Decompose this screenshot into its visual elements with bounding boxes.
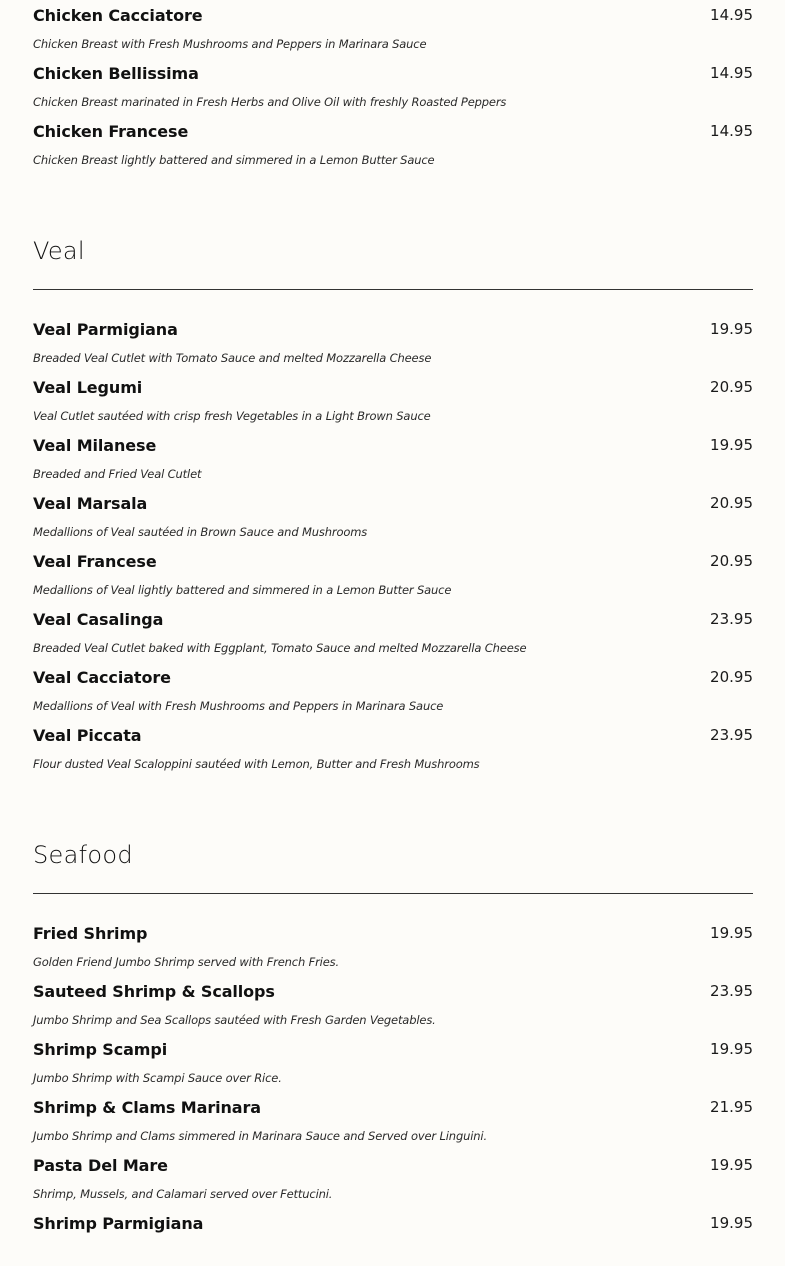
menu-item — [33, 488, 753, 546]
section-divider — [33, 893, 753, 894]
menu-item-description: Jumbo Shrimp and Sea Scallops sautéed with Fresh Garden Vegetables. — [33, 1013, 436, 1027]
menu-item-name: Veal Piccata — [33, 725, 142, 745]
menu-item-description: Breaded Veal Cutlet baked with Eggplant, Tomato Sauce and melted Mozzarella Cheese — [33, 641, 527, 655]
menu-item-description: Medallions of Veal sautéed in Brown Sauce and Mushrooms — [33, 525, 368, 539]
menu-item-description: Golden Friend Jumbo Shrimp served with French Fries. — [33, 955, 339, 969]
menu-item-name: Veal Cacciatore — [33, 667, 171, 687]
menu-item-description: Jumbo Shrimp with Scampi Sauce over Rice. — [33, 1071, 282, 1085]
menu-item — [33, 1034, 753, 1092]
menu-item-description: Medallions of Veal lightly battered and simmered in a Lemon Butter Sauce — [33, 583, 452, 597]
menu-item-price: 19.95 — [710, 436, 753, 454]
menu-item-header — [33, 608, 753, 630]
menu-item-price: 14.95 — [710, 64, 753, 82]
menu-item — [33, 1092, 753, 1150]
menu-item-price: 19.95 — [710, 320, 753, 338]
menu-item — [33, 372, 753, 430]
menu-item-header — [33, 980, 753, 1002]
menu-item — [33, 546, 753, 604]
menu-item-price: 20.95 — [710, 668, 753, 686]
menu-item — [33, 604, 753, 662]
section-spacer — [33, 894, 753, 918]
menu-item-name: Veal Casalinga — [33, 609, 164, 629]
menu-item — [33, 58, 753, 116]
menu-item-name: Veal Legumi — [33, 377, 143, 397]
menu-item-name: Chicken Cacciatore — [33, 5, 203, 25]
menu-item-price: 23.95 — [710, 726, 753, 744]
section-title: Seafood — [33, 841, 133, 869]
menu-item-description: Breaded and Fried Veal Cutlet — [33, 467, 202, 481]
menu-item-price: 19.95 — [710, 1040, 753, 1058]
menu-item-description: Chicken Breast lightly battered and simmered in a Lemon Butter Sauce — [33, 153, 435, 167]
menu-item-description: Veal Cutlet sautéed with crisp fresh Vegetables in a Light Brown Sauce — [33, 409, 431, 423]
menu-item-description: Shrimp, Mussels, and Calamari served over Fettucini. — [33, 1187, 333, 1201]
menu-item-price: 21.95 — [710, 1098, 753, 1116]
menu-item-header — [33, 434, 753, 456]
section-divider — [33, 289, 753, 290]
menu-item-description: Medallions of Veal with Fresh Mushrooms and Peppers in Marinara Sauce — [33, 699, 444, 713]
menu-item-price: 14.95 — [710, 6, 753, 24]
menu-item-name: Veal Milanese — [33, 435, 157, 455]
menu-item — [33, 314, 753, 372]
menu-item-name: Shrimp & Clams Marinara — [33, 1097, 261, 1117]
menu-item-name: Sauteed Shrimp & Scallops — [33, 981, 275, 1001]
section-header — [33, 174, 753, 290]
menu-item-price: 23.95 — [710, 982, 753, 1000]
menu-item-description: Flour dusted Veal Scaloppini sautéed with Lemon, Butter and Fresh Mushrooms — [33, 757, 480, 771]
menu-item-price: 14.95 — [710, 122, 753, 140]
menu-item-name: Shrimp Scampi — [33, 1039, 168, 1059]
menu-item-header — [33, 4, 753, 26]
menu-item-header — [33, 1038, 753, 1060]
menu-section — [33, 778, 753, 1266]
menu-item — [33, 918, 753, 976]
menu-item-name: Veal Parmigiana — [33, 319, 178, 339]
menu-item-name: Pasta Del Mare — [33, 1155, 168, 1175]
menu-item-header — [33, 1154, 753, 1176]
menu-item-name: Veal Marsala — [33, 493, 148, 513]
menu-item-name: Shrimp Parmigiana — [33, 1213, 204, 1233]
menu-item-name: Veal Francese — [33, 551, 157, 571]
menu-item-price: 23.95 — [710, 610, 753, 628]
menu-section — [33, 174, 753, 778]
menu-section — [33, 0, 753, 174]
menu-item — [33, 0, 753, 58]
menu-item-header — [33, 922, 753, 944]
menu-item-price: 19.95 — [710, 1156, 753, 1174]
menu-item-price: 20.95 — [710, 552, 753, 570]
menu-item-header — [33, 666, 753, 688]
menu-item — [33, 976, 753, 1034]
menu-item-header — [33, 492, 753, 514]
menu-item-header — [33, 120, 753, 142]
section-header — [33, 778, 753, 894]
menu-item-header — [33, 1096, 753, 1118]
menu-item-name: Chicken Bellissima — [33, 63, 199, 83]
menu-item-header — [33, 1212, 753, 1234]
menu-item — [33, 662, 753, 720]
menu-item-price: 19.95 — [710, 1214, 753, 1232]
section-title: Veal — [33, 237, 85, 265]
menu-item-header — [33, 376, 753, 398]
menu-item — [33, 720, 753, 778]
menu-item-header — [33, 318, 753, 340]
menu-item-description: Jumbo Shrimp and Clams simmered in Marinara Sauce and Served over Linguini. — [33, 1129, 487, 1143]
menu — [33, 0, 753, 1266]
menu-item — [33, 1150, 753, 1208]
menu-item-description: Breaded Veal Cutlet with Tomato Sauce and melted Mozzarella Cheese — [33, 351, 432, 365]
menu-item-header — [33, 62, 753, 84]
section-spacer — [33, 290, 753, 314]
menu-item-header — [33, 724, 753, 746]
menu-item — [33, 116, 753, 174]
menu-item — [33, 430, 753, 488]
menu-item-price: 19.95 — [710, 924, 753, 942]
menu-item-description: Chicken Breast marinated in Fresh Herbs and Olive Oil with freshly Roasted Peppers — [33, 95, 507, 109]
menu-item — [33, 1208, 753, 1266]
menu-item-price: 20.95 — [710, 378, 753, 396]
menu-item-name: Chicken Francese — [33, 121, 189, 141]
menu-item-header — [33, 550, 753, 572]
menu-item-name: Fried Shrimp — [33, 923, 148, 943]
menu-item-description: Chicken Breast with Fresh Mushrooms and Peppers in Marinara Sauce — [33, 37, 427, 51]
menu-item-price: 20.95 — [710, 494, 753, 512]
